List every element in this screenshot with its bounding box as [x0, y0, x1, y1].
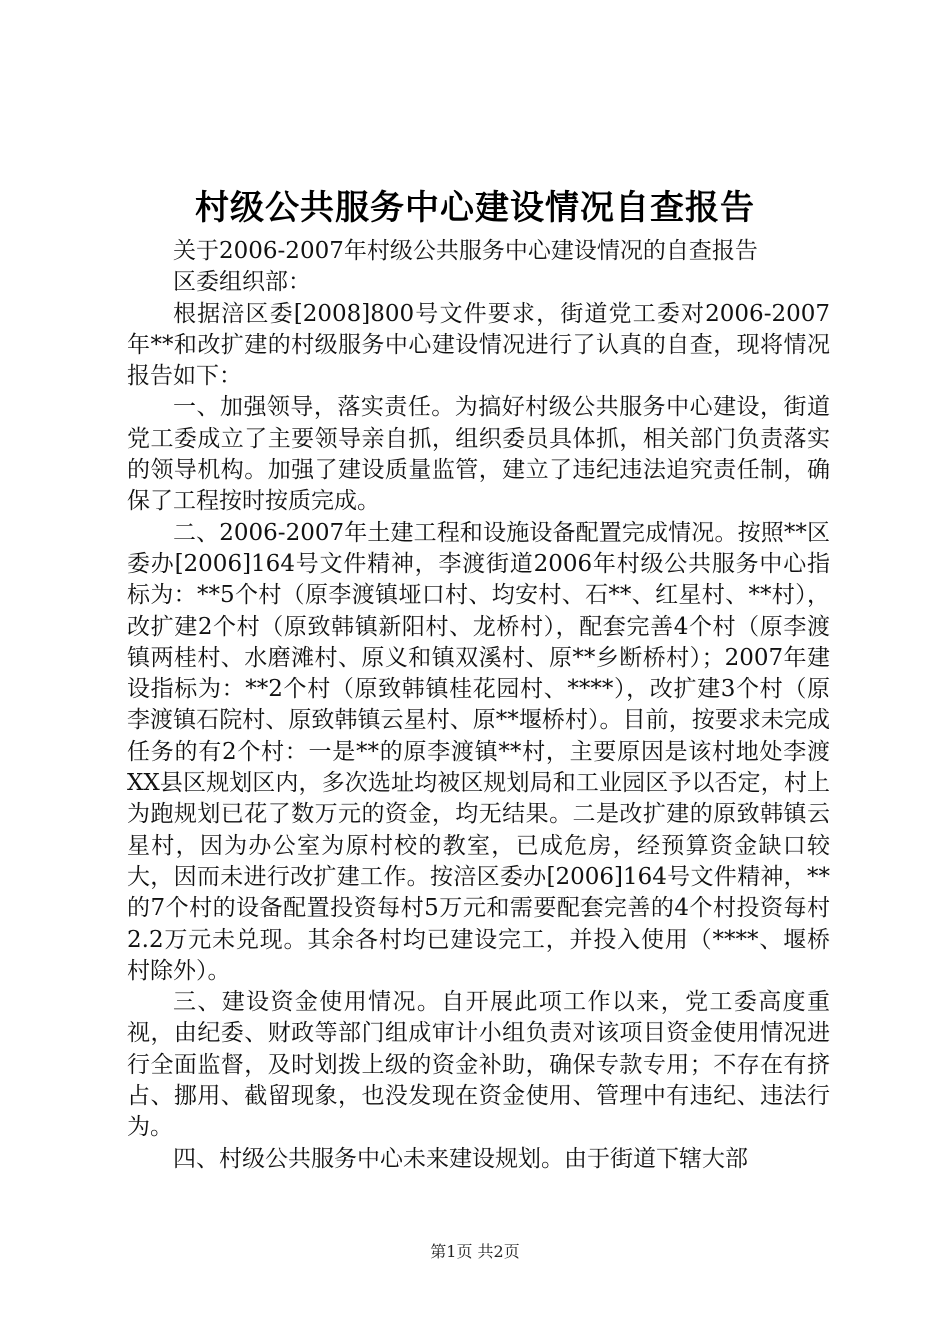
document-title: 村级公共服务中心建设情况自查报告 [195, 188, 755, 228]
page-number-footer: 第1页 共2页 [430, 1242, 520, 1261]
section-four-paragraph: 四、村级公共服务中心未来建设规划。由于街道下辖大部 [173, 1145, 748, 1172]
addressee-line: 区委组织部： [173, 269, 311, 296]
section-one-paragraph: 一、加强领导，落实责任。为搞好村级公共服务中心建设，街道党工委成立了主要领导亲自抓，组织委员具体抓，相关部门负责落实的领导机构。加强了建设质量监管，建立了违纪违法追究责任制，确保了工程按时按质完成。 [127, 394, 830, 515]
section-three-paragraph: 三、建设资金使用情况。自开展此项工作以来，党工委高度重视，由纪委、财政等部门组成审计小组负责对该项目资金使用情况进行全面监督，及时划拨上级的资金补助，确保专款专用；不存在有挤占、挪用、截留现象，也没发现在资金使用、管理中有违纪、违法行为。 [127, 989, 830, 1141]
intro-paragraph: 根据涪区委[2008]800号文件要求，街道党工委对2006-2007年**和改扩建的村级服务中心建设情况进行了认真的自查，现将情况报告如下： [127, 300, 830, 390]
report-heading-line: 关于2006-2007年村级公共服务中心建设情况的自查报告 [173, 238, 758, 264]
document-body [127, 236, 830, 1175]
section-two-paragraph: 二、2006-2007年土建工程和设施设备配置完成情况。按照**区委办[2006]164号文件精神，李渡街道2006年村级公共服务中心指标为：**5个村（原李渡镇垭口村、均安村、石**、红星村、**村），改扩建2个村（原致韩镇新阳村、龙桥村），配套完善4个村（原李渡镇两桂村、水磨滩村、原义和镇双溪村、原**乡断桥村）；2007年建设指标为：**2个村（原致韩镇桂花园村、****），改扩建3个村（原李渡镇石院村、原致韩镇云星村、原**堰桥村）。目前，按要求未完成任务的有2个村：一是**的原李渡镇**村，主要原因是该村地处李渡XX县区规划区内，多次选址均被区规划局和工业园区予以否定，村上为跑规划已花了数万元的资金，均无结果。二是改扩建的原致韩镇云星村，因为办公室为原村校的教室，已成危房，经预算资金缺口较大，因而未进行改扩建工作。按涪区委办[2006]164号文件精神，**的7个村的设备配置投资每村5万元和需要配套完善的4个村投资每村2.2万元未兑现。其余各村均已建设完工，并投入使用（****、堰桥村除外）。 [127, 519, 830, 984]
